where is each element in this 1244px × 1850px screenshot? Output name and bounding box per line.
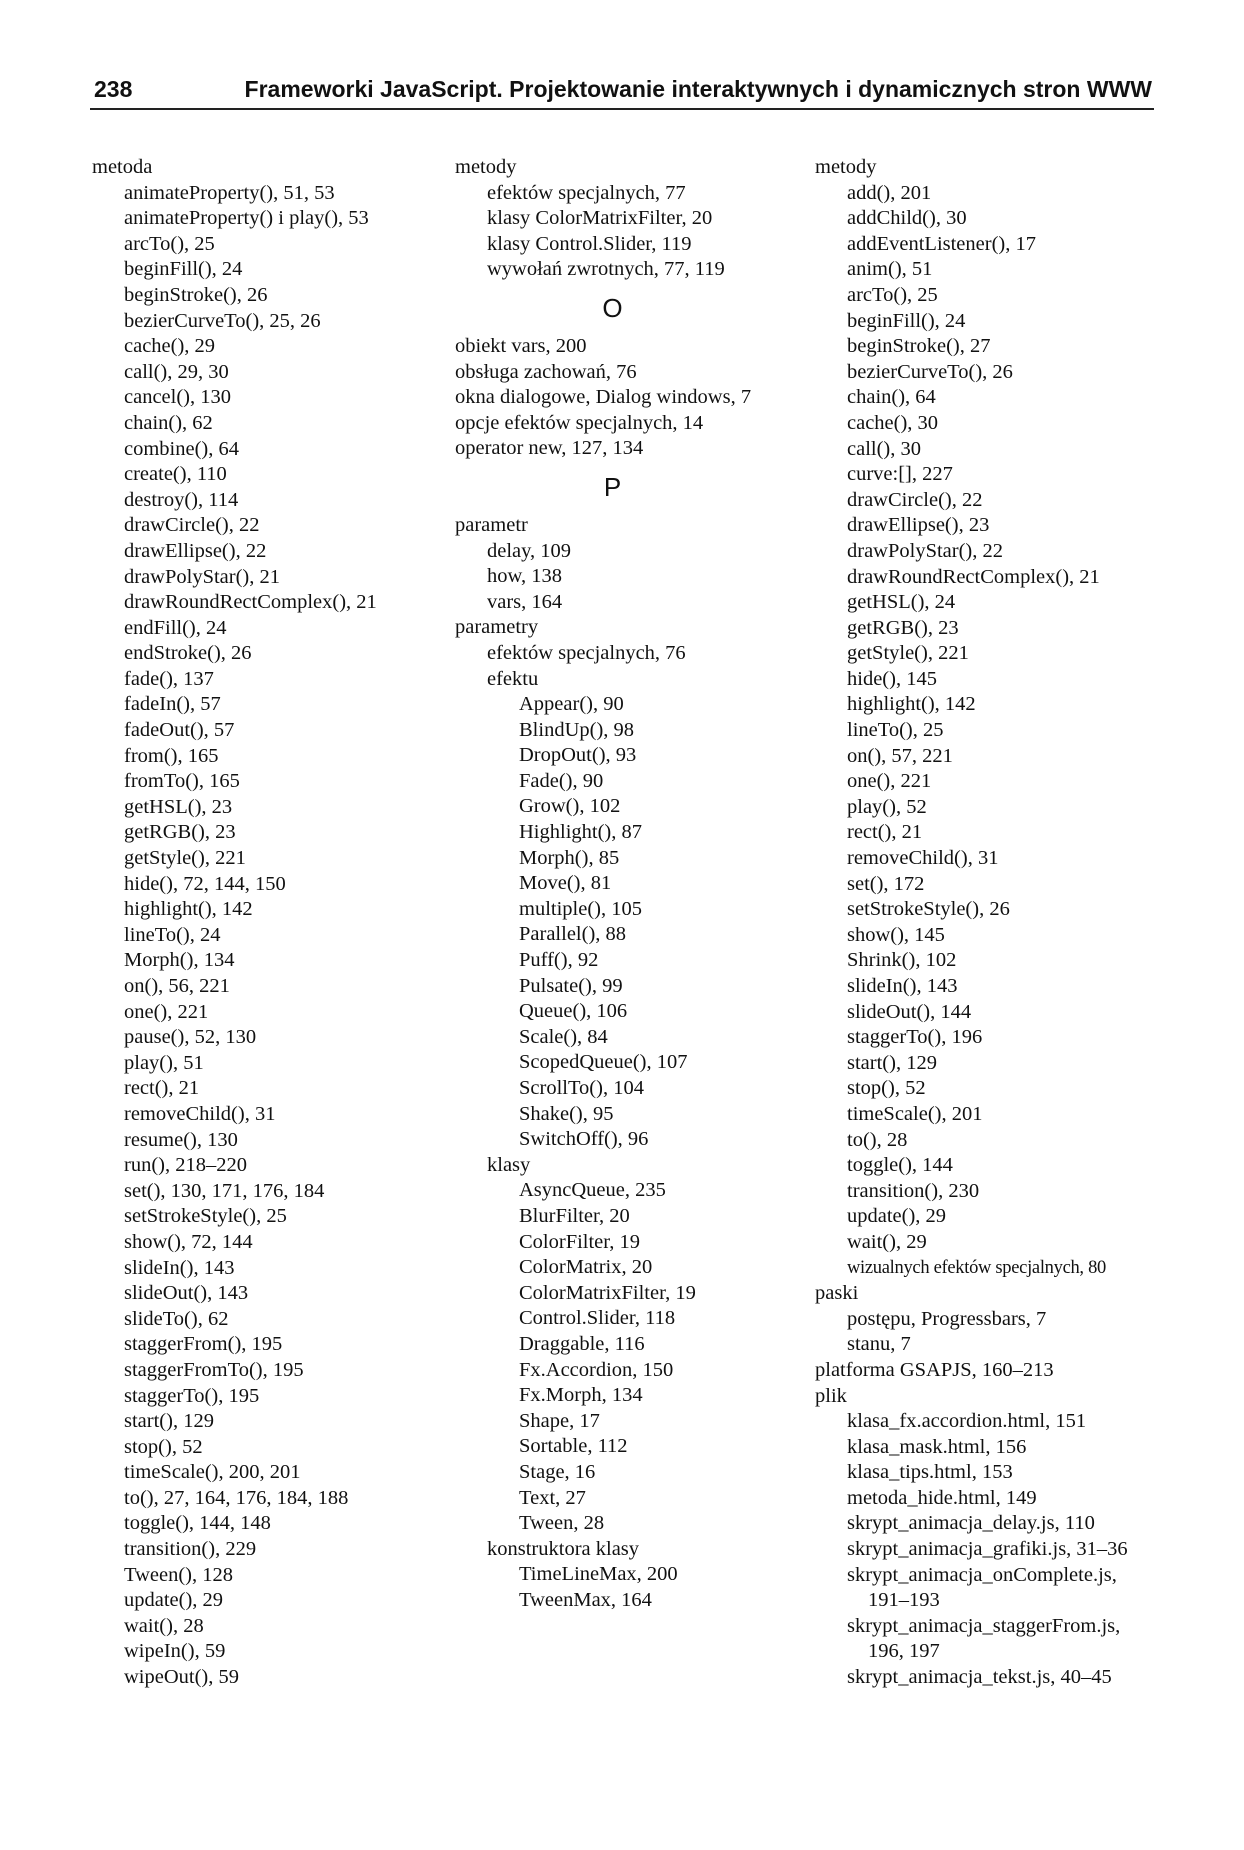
index-subentry: update(), 29 — [847, 1205, 947, 1228]
index-subentry: slideTo(), 62 — [124, 1307, 229, 1330]
index-subentry: slideOut(), 144 — [847, 1000, 972, 1023]
index-subentry: rect(), 21 — [124, 1077, 200, 1100]
index-subentry: how, 138 — [487, 565, 562, 588]
index-subentry: set(), 172 — [847, 872, 925, 895]
index-subentry: start(), 129 — [124, 1410, 214, 1433]
index-subentry: Morph(), 134 — [124, 949, 235, 972]
index-subentry: rect(), 21 — [847, 821, 923, 844]
index-subentry: DropOut(), 93 — [519, 744, 637, 767]
index-subentry: fade(), 137 — [124, 667, 214, 690]
index-subentry: run(), 218–220 — [124, 1154, 247, 1177]
index-subentry: toggle(), 144, 148 — [124, 1512, 271, 1535]
index-subentry: Puff(), 92 — [519, 949, 599, 972]
index-subentry: beginFill(), 24 — [847, 309, 966, 332]
index-subentry: on(), 56, 221 — [124, 975, 230, 997]
index-subentry: highlight(), 142 — [847, 693, 976, 716]
index-subentry: resume(), 130 — [124, 1128, 238, 1151]
index-entry: okna dialogowe, Dialog windows, 7 — [455, 386, 752, 409]
index-subentry: Sortable, 112 — [519, 1435, 628, 1458]
index-subentry: staggerTo(), 195 — [124, 1384, 260, 1407]
index-subentry: Stage, 16 — [519, 1460, 596, 1483]
index-subentry: Morph(), 85 — [519, 846, 620, 869]
index-subentry: show(), 72, 144 — [124, 1230, 253, 1253]
index-subentry: 196, 197 — [868, 1640, 940, 1663]
index-subentry: stop(), 52 — [124, 1435, 203, 1458]
index-column-3 — [815, 155, 1175, 1691]
index-subentry: from(), 165 — [124, 744, 219, 767]
index-subentry: addChild(), 30 — [847, 207, 967, 230]
index-subentry: endFill(), 24 — [124, 616, 227, 639]
index-subentry: staggerFrom(), 195 — [124, 1333, 283, 1356]
index-subentry: Parallel(), 88 — [519, 923, 627, 946]
index-subentry: arcTo(), 25 — [124, 232, 215, 255]
index-subentry: wipeOut(), 59 — [124, 1666, 240, 1689]
index-entry: opcje efektów specjalnych, 14 — [455, 411, 704, 434]
index-subentry: multiple(), 105 — [519, 897, 642, 920]
index-subentry: Fx.Morph, 134 — [519, 1384, 643, 1407]
index-subentry: Highlight(), 87 — [519, 821, 642, 844]
index-entry: obiekt vars, 200 — [455, 334, 587, 357]
index-subentry: combine(), 64 — [124, 437, 239, 460]
index-subentry: AsyncQueue, 235 — [519, 1179, 666, 1202]
index-subentry: Queue(), 106 — [519, 1000, 628, 1023]
index-subentry: Fade(), 90 — [519, 769, 604, 792]
index-subentry: beginFill(), 24 — [124, 258, 243, 281]
index-entry: obsługa zachowań, 76 — [455, 360, 637, 383]
index-subentry: SwitchOff(), 96 — [519, 1128, 649, 1151]
running-title: Frameworki JavaScript. Projektowanie interaktywnych i dynamicznych stron WWW — [244, 76, 1152, 102]
index-subentry: stanu, 7 — [847, 1333, 911, 1356]
index-subentry: call(), 29, 30 — [124, 360, 229, 383]
index-subentry: efektów specjalnych, 77 — [487, 181, 686, 204]
index-subentry: to(), 28 — [847, 1128, 908, 1151]
index-entry: operator new, 127, 134 — [455, 437, 644, 460]
index-subentry: getHSL(), 23 — [124, 795, 233, 818]
index-subentry: 191–193 — [868, 1589, 940, 1612]
index-subentry: chain(), 62 — [124, 411, 213, 434]
index-subentry: Move(), 81 — [519, 872, 612, 895]
index-subentry: drawRoundRectComplex(), 21 — [847, 565, 1100, 588]
index-subentry: ColorFilter, 19 — [519, 1230, 641, 1253]
index-entry: parametry — [455, 616, 539, 639]
index-subentry: vars, 164 — [487, 590, 563, 613]
index-subentry: getStyle(), 221 — [124, 847, 246, 870]
index-subentry: addEventListener(), 17 — [847, 232, 1036, 255]
index-subentry: skrypt_animacja_onComplete.js, — [847, 1563, 1117, 1586]
index-subentry: timeScale(), 201 — [847, 1102, 983, 1125]
index-subentry: cache(), 29 — [124, 335, 216, 358]
index-subentry: removeChild(), 31 — [124, 1102, 276, 1125]
index-subentry: one(), 221 — [124, 1000, 209, 1023]
index-subentry: curve:[], 227 — [847, 463, 953, 486]
page-header — [92, 72, 1152, 108]
index-subentry: drawPolyStar(), 22 — [847, 539, 1004, 562]
index-entry: plik — [815, 1384, 847, 1407]
index-subentry: bezierCurveTo(), 26 — [847, 360, 1013, 383]
index-column-1 — [92, 155, 432, 1691]
index-entry: paski — [815, 1282, 859, 1305]
index-subentry: destroy(), 114 — [124, 488, 239, 511]
index-subentry: drawCircle(), 22 — [847, 488, 983, 511]
index-subentry: Shrink(), 102 — [847, 949, 957, 972]
index-subentry: Tween, 28 — [519, 1512, 605, 1535]
index-subentry: BlindUp(), 98 — [519, 718, 635, 741]
index-entry: metody — [455, 156, 517, 178]
index-subentry: create(), 110 — [124, 463, 227, 486]
index-subentry: lineTo(), 25 — [847, 719, 944, 742]
index-subentry: Pulsate(), 99 — [519, 974, 623, 997]
index-subentry: TimeLineMax, 200 — [519, 1563, 678, 1586]
index-subentry: slideOut(), 143 — [124, 1282, 249, 1305]
index-subentry: beginStroke(), 27 — [847, 335, 991, 358]
index-subentry: drawEllipse(), 23 — [847, 514, 990, 537]
index-subentry: drawEllipse(), 22 — [124, 539, 267, 562]
index-subentry: Tween(), 128 — [124, 1563, 233, 1586]
index-subentry: show(), 145 — [847, 923, 945, 946]
header-rule — [90, 108, 1154, 110]
index-subentry: staggerTo(), 196 — [847, 1026, 983, 1049]
index-subentry: fadeOut(), 57 — [124, 719, 235, 742]
index-subentry: removeChild(), 31 — [847, 847, 999, 870]
index-subentry: animateProperty() i play(), 53 — [124, 207, 369, 230]
index-subentry: wait(), 28 — [124, 1614, 204, 1637]
index-subentry: klasy — [487, 1153, 531, 1176]
index-subentry: cancel(), 130 — [124, 386, 231, 409]
index-subentry: getStyle(), 221 — [847, 642, 969, 665]
index-subentry: update(), 29 — [124, 1589, 224, 1612]
index-subentry: slideIn(), 143 — [124, 1256, 235, 1279]
index-subentry: ScrollTo(), 104 — [519, 1077, 644, 1099]
index-subentry: arcTo(), 25 — [847, 283, 938, 306]
section-letter: O — [602, 292, 623, 323]
index-subentry: hide(), 145 — [847, 667, 937, 690]
index-subentry: staggerFromTo(), 195 — [124, 1358, 304, 1381]
index-subentry: Grow(), 102 — [519, 795, 621, 818]
index-subentry: set(), 130, 171, 176, 184 — [124, 1179, 325, 1202]
index-subentry: wywołań zwrotnych, 77, 119 — [487, 258, 725, 281]
index-subentry: pause(), 52, 130 — [124, 1026, 257, 1049]
index-subentry: chain(), 64 — [847, 386, 936, 409]
index-entry: platforma GSAPJS, 160–213 — [815, 1358, 1054, 1381]
index-subentry: slideIn(), 143 — [847, 975, 958, 997]
index-subentry: klasa_fx.accordion.html, 151 — [847, 1410, 1087, 1433]
index-subentry: setStrokeStyle(), 26 — [847, 898, 1010, 921]
index-subentry: add(), 201 — [847, 181, 932, 204]
index-subentry: lineTo(), 24 — [124, 923, 221, 946]
index-subentry: call(), 30 — [847, 437, 921, 460]
index-subentry: Draggable, 116 — [519, 1332, 645, 1355]
index-subentry: metoda_hide.html, 149 — [847, 1486, 1037, 1509]
index-subentry: getRGB(), 23 — [847, 616, 959, 639]
index-subentry: play(), 52 — [847, 795, 927, 818]
index-subentry: Shake(), 95 — [519, 1102, 614, 1125]
index-subentry: drawPolyStar(), 21 — [124, 565, 281, 588]
index-subentry: Appear(), 90 — [519, 693, 624, 716]
index-subentry: postępu, Progressbars, 7 — [847, 1307, 1047, 1330]
index-subentry: skrypt_animacja_delay.js, 110 — [847, 1512, 1095, 1535]
index-entry: metoda — [92, 156, 153, 178]
index-entry: metody — [815, 156, 877, 178]
index-subentry: to(), 27, 164, 176, 184, 188 — [124, 1486, 349, 1509]
index-subentry: klasy ColorMatrixFilter, 20 — [487, 207, 713, 230]
index-subentry: fadeIn(), 57 — [124, 693, 221, 716]
index-column-2 — [455, 155, 800, 1613]
index-subentry: skrypt_animacja_staggerFrom.js, — [847, 1614, 1121, 1637]
index-subentry: klasy Control.Slider, 119 — [487, 232, 692, 255]
index-subentry: beginStroke(), 26 — [124, 283, 268, 306]
index-subentry: BlurFilter, 20 — [519, 1204, 630, 1227]
index-subentry: skrypt_animacja_grafiki.js, 31–36 — [847, 1538, 1128, 1561]
index-subentry: endStroke(), 26 — [124, 642, 252, 665]
index-subentry: wizualnych efektów specjalnych, 80 — [847, 1257, 1106, 1278]
index-subentry: animateProperty(), 51, 53 — [124, 181, 335, 204]
index-subentry: Text, 27 — [519, 1486, 586, 1509]
index-subentry: highlight(), 142 — [124, 898, 253, 921]
index-subentry: ScopedQueue(), 107 — [519, 1051, 688, 1074]
index-subentry: hide(), 72, 144, 150 — [124, 872, 286, 895]
index-subentry: on(), 57, 221 — [847, 744, 953, 767]
index-subentry: Control.Slider, 118 — [519, 1307, 676, 1330]
index-subentry: klasa_tips.html, 153 — [847, 1461, 1013, 1484]
index-subentry: start(), 129 — [847, 1051, 937, 1074]
index-subentry: skrypt_animacja_tekst.js, 40–45 — [847, 1666, 1112, 1689]
index-subentry: transition(), 230 — [847, 1179, 980, 1202]
index-subentry: timeScale(), 200, 201 — [124, 1461, 301, 1484]
index-subentry: Fx.Accordion, 150 — [519, 1358, 674, 1381]
index-subentry: delay, 109 — [487, 539, 572, 562]
index-subentry: wait(), 29 — [847, 1230, 927, 1253]
index-subentry: one(), 221 — [847, 770, 932, 793]
index-subentry: Shape, 17 — [519, 1409, 600, 1432]
index-subentry: getHSL(), 24 — [847, 591, 956, 614]
index-subentry: efektu — [487, 667, 539, 690]
index-entry: parametr — [455, 513, 528, 536]
index-subentry: drawCircle(), 22 — [124, 514, 260, 537]
index-subentry: TweenMax, 164 — [519, 1588, 652, 1611]
index-subentry: efektów specjalnych, 76 — [487, 641, 686, 664]
section-letter: P — [603, 471, 622, 502]
index-subentry: ColorMatrixFilter, 19 — [519, 1281, 696, 1304]
index-subentry: wipeIn(), 59 — [124, 1640, 226, 1663]
index-subentry: toggle(), 144 — [847, 1154, 953, 1177]
index-subentry: Scale(), 84 — [519, 1025, 608, 1048]
index-subentry: getRGB(), 23 — [124, 821, 236, 844]
index-subentry: cache(), 30 — [847, 411, 939, 434]
page-number: 238 — [94, 76, 133, 102]
index-subentry: setStrokeStyle(), 25 — [124, 1205, 287, 1228]
index-subentry: fromTo(), 165 — [124, 770, 240, 793]
index-subentry: konstruktora klasy — [487, 1537, 640, 1560]
index-subentry: bezierCurveTo(), 25, 26 — [124, 309, 321, 332]
index-subentry: stop(), 52 — [847, 1077, 926, 1100]
index-subentry: transition(), 229 — [124, 1538, 257, 1561]
index-subentry: drawRoundRectComplex(), 21 — [124, 591, 377, 614]
index-subentry: play(), 51 — [124, 1051, 204, 1074]
index-subentry: anim(), 51 — [847, 258, 933, 281]
index-subentry: ColorMatrix, 20 — [519, 1256, 653, 1279]
index-subentry: klasa_mask.html, 156 — [847, 1435, 1027, 1458]
